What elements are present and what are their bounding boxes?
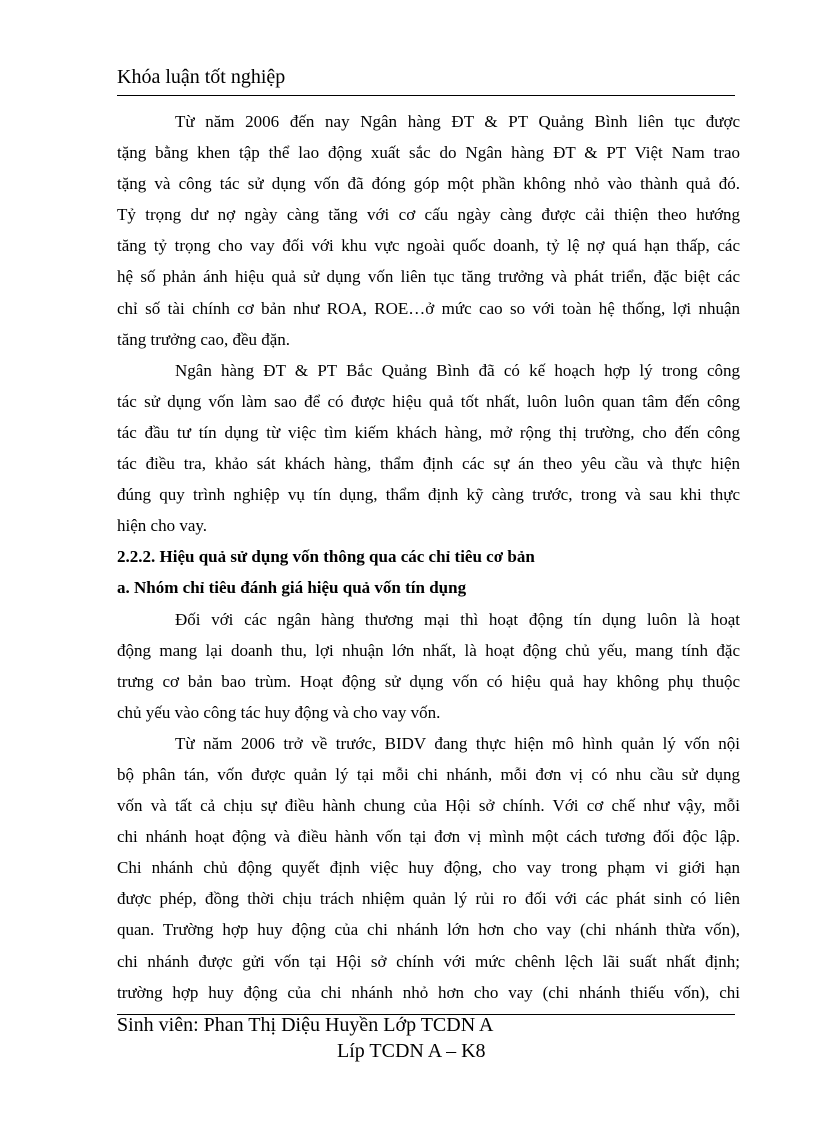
body-line: tặng bằng khen tập thể lao động xuất sắc do Ngân hàng ĐT & PT Việt Nam trao xyxy=(117,143,740,163)
body-line: tăng tỷ trọng cho vay đối với khu vực ngoài quốc doanh, tỷ lệ nợ quá hạn thấp, các xyxy=(117,236,740,256)
body-line: Từ năm 2006 trở về trước, BIDV đang thực hiện mô hình quản lý vốn nội xyxy=(175,733,740,753)
body-line: Từ năm 2006 đến nay Ngân hàng ĐT & PT Quảng Bình liên tục được xyxy=(175,112,740,131)
body-line: động mang lại doanh thu, lợi nhuận lớn nhất, là hoạt động chủ yếu, mang tính đặc xyxy=(117,640,740,660)
footer-student-info: Sinh viên: Phan Thị Diệu Huyền Lớp TCDN A xyxy=(117,1014,494,1036)
page-header-title: Khóa luận tốt nghiệp xyxy=(117,66,286,88)
body-line: tăng trưởng cao, đều đặn. xyxy=(117,329,291,349)
body-line: trưng cơ bản bao trùm. Hoạt động sử dụng vốn có hiệu quả hay không phụ thuộc xyxy=(117,671,740,691)
body-line: tác sử dụng vốn làm sao để có được hiệu quả tốt nhất, luôn luôn quan tâm đến công xyxy=(117,391,740,411)
body-line: Chi nhánh chủ động quyết định việc huy động, cho vay trong phạm vi giới hạn xyxy=(117,858,740,878)
body-line: hệ số phản ánh hiệu quả sử dụng vốn liên tục tăng trưởng và phát triển, đặc biệt các xyxy=(117,267,740,287)
body-line: tặng và công tác sử dụng vốn đã đóng góp một phần không nhỏ vào thành quả đó. xyxy=(117,174,740,194)
body-line: Đối với các ngân hàng thương mại thì hoạt động tín dụng luôn là hoạt xyxy=(175,609,740,629)
body-line: chi nhánh hoạt động và điều hành vốn tại đơn vị mình một cách tương đối độc lập. xyxy=(117,827,740,847)
body-line: chỉ số tài chính cơ bản như ROA, ROE…ở mức cao so với toàn hệ thống, lợi nhuận xyxy=(117,298,740,318)
body-line: bộ phân tán, vốn được quản lý tại mỗi chi nhánh, mỗi đơn vị có nhu cầu sử dụng xyxy=(117,764,740,784)
body-line: được phép, đồng thời chịu trách nhiệm quản lý rủi ro đối với các phát sinh có liên xyxy=(117,889,740,909)
body-line: tác điều tra, khảo sát khách hàng, thẩm định các sự án theo yêu cầu và thực hiện xyxy=(117,454,740,474)
body-line: chi nhánh được gửi vốn tại Hội sở chính với mức chênh lệch lãi suất nhất định; xyxy=(117,951,740,971)
body-line: quan. Trường hợp huy động của chi nhánh lớn hơn cho vay (chi nhánh thừa vốn), xyxy=(117,920,740,940)
section-heading: 2.2.2. Hiệu quả sử dụng vốn thông qua các chỉ tiêu cơ bản xyxy=(117,547,535,567)
body-line: chủ yếu vào công tác huy động và cho vay vốn. xyxy=(117,702,441,722)
body-line: Ngân hàng ĐT & PT Bắc Quảng Bình đã có kế hoạch hợp lý trong công xyxy=(175,360,740,380)
subsection-heading: a. Nhóm chỉ tiêu đánh giá hiệu quả vốn tín dụng xyxy=(117,578,467,598)
footer-class-info: Líp TCDN A – K8 xyxy=(337,1040,486,1062)
body-line: đúng quy trình nghiệp vụ tín dụng, thẩm định kỹ càng trước, trong và sau khi thực xyxy=(117,485,740,505)
document-body xyxy=(117,106,740,1008)
body-line: hiện cho vay. xyxy=(117,516,208,536)
body-line: Tỷ trọng dư nợ ngày càng tăng với cơ cấu ngày càng được cải thiện theo hướng xyxy=(117,205,740,225)
header-divider xyxy=(117,95,735,96)
body-line: tác đầu tư tín dụng từ việc tìm kiếm khách hàng, mở rộng thị trường, cho đến công xyxy=(117,422,740,442)
body-line: vốn và tất cả chịu sự điều hành chung của Hội sở chính. Với cơ chế như vậy, mỗi xyxy=(117,796,740,816)
body-line: trường hợp huy động của chi nhánh nhỏ hơn cho vay (chi nhánh thiếu vốn), chi xyxy=(117,982,740,1002)
